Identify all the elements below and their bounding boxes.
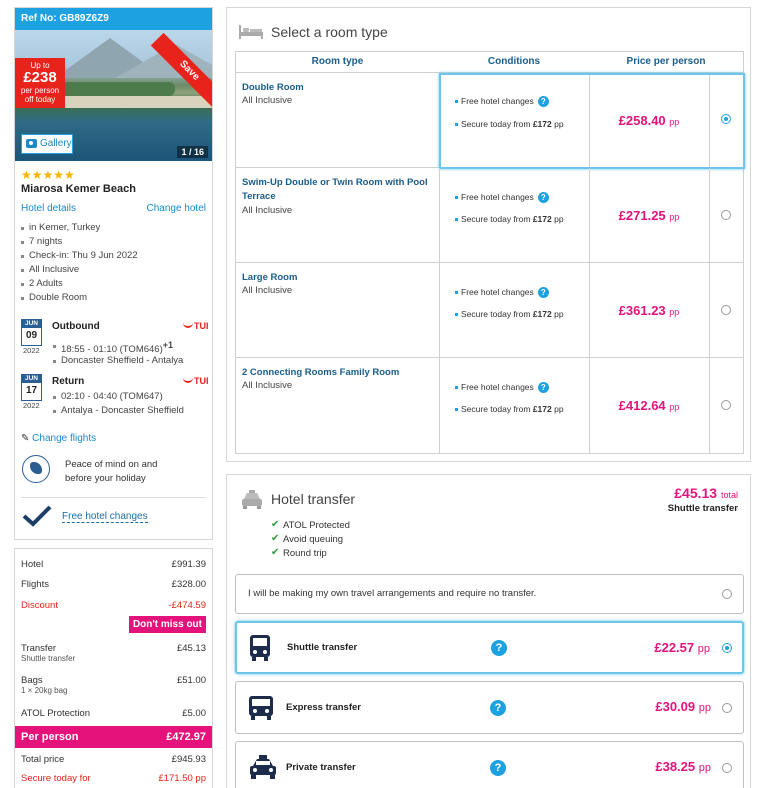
bed-icon (238, 23, 264, 41)
room-row-swim-up[interactable] (236, 168, 743, 263)
calendar-month: JUN (22, 375, 41, 383)
secure-pp: pp (554, 119, 564, 129)
condition-free-changes (455, 287, 549, 298)
transfer-option-express[interactable] (235, 681, 744, 734)
outbound-route: Doncaster Sheffield - Antalya (53, 355, 183, 366)
room-price (589, 398, 709, 413)
room-panel-title: Select a room type (271, 24, 388, 40)
booking-summary-card (14, 7, 213, 540)
transfer-price (655, 759, 711, 774)
selected-room-highlight (439, 73, 745, 169)
room-row-family[interactable] (236, 358, 743, 453)
per-person-value: £472.97 (166, 731, 206, 743)
bus-icon (249, 634, 271, 662)
transfer-option-private[interactable] (235, 741, 744, 788)
pencil-icon: ✎ (21, 433, 30, 444)
outbound-title: Outbound (52, 321, 100, 332)
promo-line1: per person (20, 86, 60, 95)
summary-row-secure (21, 773, 206, 784)
secure-pp: pp (554, 404, 564, 414)
summary-row-flights (21, 579, 206, 590)
room-radio-swim-up[interactable] (721, 210, 731, 220)
header-price: Price per person (626, 56, 706, 67)
gallery-label: Gallery (40, 138, 72, 149)
room-type-panel (226, 7, 751, 462)
summary-row-hotel (21, 559, 206, 570)
price-pp: pp (698, 702, 711, 714)
summary-sublabel: 1 × 20kg bag (21, 686, 68, 695)
room-price (589, 303, 709, 318)
room-name: 2 Connecting Rooms Family Room (242, 367, 400, 378)
promo-up-to: Up to (30, 61, 50, 70)
tui-logo (183, 376, 209, 386)
calendar-icon (21, 374, 42, 401)
summary-label: Transfer (21, 643, 57, 654)
summary-value: £5.00 (182, 708, 206, 719)
promo-line2: off today (24, 95, 56, 104)
room-radio-family[interactable] (721, 400, 731, 410)
transfer-price-value: £38.25 (655, 759, 696, 774)
list-item: in Kemer, Turkey (21, 222, 138, 236)
room-price-value: £271.25 (618, 208, 666, 223)
outbound-times-text: 18:55 - 01:10 (TOM646) (61, 344, 163, 356)
summary-row-total (21, 754, 206, 765)
gallery-button[interactable] (21, 134, 73, 154)
condition-text: Secure today from (461, 119, 531, 129)
taxi-car-icon (248, 754, 278, 782)
calendar-icon (21, 319, 42, 346)
no-transfer-text: I will be making my own travel arrangements and require no transfer. (248, 588, 537, 599)
price-pp: pp (698, 762, 711, 774)
return-title: Return (52, 376, 85, 387)
condition-free-changes (455, 192, 549, 203)
room-board: All Inclusive (242, 380, 293, 391)
change-flights-label: Change flights (32, 433, 97, 444)
transfer-total-suffix: total (720, 490, 738, 500)
summary-value: £991.39 (171, 559, 206, 570)
transfer-price (655, 699, 711, 714)
calendar-day: 09 (25, 330, 38, 341)
transfer-price-value: £30.09 (655, 699, 696, 714)
summary-row-transfer (21, 643, 206, 663)
help-icon[interactable]: ? (538, 96, 549, 107)
next-day-indicator: +1 (162, 340, 174, 350)
list-item: 2 Adults (21, 278, 138, 292)
price-pp: pp (669, 117, 680, 127)
condition-text: Free hotel changes (461, 192, 534, 202)
help-icon[interactable]: ? (538, 287, 549, 298)
peace-line2: before your holiday (65, 473, 146, 484)
secure-pp: pp (554, 309, 564, 319)
room-board: All Inclusive (242, 95, 293, 106)
feature-queuing: ✔ Avoid queuing (271, 534, 343, 545)
transfer-name: Express transfer (286, 702, 361, 713)
secure-amount: £172 (532, 404, 552, 414)
hotel-details-link[interactable]: Hotel details (21, 203, 77, 214)
room-price-value: £258.40 (618, 113, 666, 128)
outbound-times (53, 340, 173, 355)
flight-year: 2022 (23, 401, 40, 410)
minibus-icon (248, 694, 274, 722)
summary-value: £45.13 (176, 643, 206, 654)
room-row-large[interactable] (236, 263, 743, 358)
hotel-info-list (21, 222, 138, 306)
room-price-value: £412.64 (618, 398, 666, 413)
price-summary-card (14, 548, 213, 788)
help-icon[interactable]: ? (490, 760, 506, 776)
summary-label: Hotel (21, 559, 44, 570)
condition-secure (455, 214, 564, 224)
divider (709, 168, 710, 262)
room-row-double[interactable] (236, 73, 743, 168)
hotel-name: Miarosa Kemer Beach (21, 183, 136, 195)
flight-year: 2022 (23, 346, 40, 355)
transfer-total-label: Shuttle transfer (667, 503, 738, 514)
secure-pp: pp (554, 214, 564, 224)
save-ribbon: Save (151, 33, 212, 109)
promo-amount: £238 (23, 69, 57, 86)
transfer-radio-private[interactable] (722, 763, 732, 773)
divider (439, 358, 440, 453)
list-item: 7 nights (21, 236, 138, 250)
transfer-radio-express[interactable] (722, 703, 732, 713)
room-radio-large[interactable] (721, 305, 731, 315)
star-rating: ★★★★★ (21, 168, 75, 182)
room-board: All Inclusive (242, 285, 293, 296)
feature-atol: ✔ ATOL Protected (271, 520, 350, 531)
room-board: All Inclusive (242, 205, 293, 216)
list-item: Check-in: Thu 9 Jun 2022 (21, 250, 138, 264)
change-flights-link[interactable] (21, 433, 96, 444)
photo-counter: 1 / 16 (177, 146, 208, 158)
summary-row-atol (21, 708, 206, 719)
transfer-radio-none[interactable] (722, 589, 732, 599)
header-conditions: Conditions (487, 56, 541, 67)
abta-logo-icon (22, 455, 50, 483)
transfer-price-value: £22.57 (654, 640, 695, 655)
camera-icon (26, 139, 37, 148)
summary-label: Total price (21, 754, 65, 765)
summary-value: £171.50 pp (158, 773, 206, 784)
condition-text: Secure today from (461, 404, 531, 414)
list-item: All Inclusive (21, 264, 138, 278)
reference-number: Ref No: GB89Z6Z9 (15, 8, 212, 30)
secure-amount: £172 (532, 214, 552, 224)
tui-logo (183, 321, 209, 331)
transfer-name: Shuttle transfer (287, 642, 358, 653)
condition-secure (455, 309, 564, 319)
help-icon[interactable]: ? (538, 192, 549, 203)
summary-label: Bags (21, 675, 43, 686)
change-hotel-link[interactable]: Change hotel (146, 203, 206, 214)
header-room-type: Room type (311, 56, 364, 67)
peace-of-mind-text (65, 458, 195, 486)
secure-amount: £172 (532, 119, 552, 129)
price-pp: pp (697, 643, 710, 655)
condition-secure (455, 404, 564, 414)
room-price-value: £361.23 (618, 303, 666, 318)
condition-text: Free hotel changes (461, 382, 534, 392)
checkmark-icon (22, 505, 52, 527)
secure-amount: £172 (532, 309, 552, 319)
condition-text: Secure today from (461, 309, 531, 319)
condition-text: Free hotel changes (461, 287, 534, 297)
price-pp: pp (669, 402, 680, 412)
free-hotel-changes-link[interactable]: Free hotel changes (62, 511, 148, 522)
transfer-panel-title: Hotel transfer (271, 491, 356, 507)
tui-smile-icon (183, 377, 193, 383)
taxi-icon (241, 490, 263, 510)
calendar-day: 17 (25, 385, 38, 396)
summary-label: Secure today for (21, 773, 91, 784)
divider (709, 263, 710, 357)
promo-badge (15, 58, 65, 108)
feature-round-trip: ✔ Round trip (271, 548, 327, 559)
condition-text: Free hotel changes (461, 96, 534, 106)
transfer-name: Private transfer (286, 762, 356, 773)
summary-value: £945.93 (171, 754, 206, 765)
room-table (235, 51, 744, 454)
divider (21, 497, 206, 498)
price-pp: pp (669, 212, 680, 222)
return-times: 02:10 - 04:40 (TOM647) (53, 391, 163, 402)
airline-name: TUI (194, 376, 209, 386)
divider (439, 263, 440, 357)
summary-sublabel: Shuttle transfer (21, 654, 76, 663)
return-route: Antalya - Doncaster Sheffield (53, 405, 184, 416)
room-name: Double Room (242, 82, 304, 93)
transfer-option-none[interactable] (235, 574, 744, 614)
transfer-total (668, 485, 738, 514)
peace-line1: Peace of mind on and (65, 459, 158, 470)
per-person-total (15, 726, 212, 748)
summary-value: £328.00 (171, 579, 206, 590)
help-icon[interactable]: ? (490, 700, 506, 716)
transfer-total-amount: £45.13 (674, 485, 718, 501)
room-name: Swim-Up Double or Twin Room with Pool Terrace (242, 177, 428, 202)
divider (709, 358, 710, 453)
summary-label: Flights (21, 579, 49, 590)
airline-name: TUI (194, 321, 209, 331)
summary-label: Discount (21, 600, 58, 611)
help-icon[interactable]: ? (538, 382, 549, 393)
price-pp: pp (669, 307, 680, 317)
per-person-label: Per person (21, 731, 79, 743)
transfer-price (654, 640, 710, 655)
hotel-transfer-panel (226, 474, 751, 788)
summary-row-bags (21, 675, 206, 695)
room-price (589, 208, 709, 223)
summary-row-discount (21, 600, 206, 611)
dont-miss-out-badge: Don't miss out (129, 616, 206, 633)
list-item: Double Room (21, 292, 138, 306)
summary-value: £51.00 (176, 675, 206, 686)
divider (439, 168, 440, 262)
transfer-radio-shuttle[interactable] (722, 643, 732, 653)
room-name: Large Room (242, 272, 298, 283)
condition-text: Secure today from (461, 214, 531, 224)
calendar-month: JUN (22, 320, 41, 328)
summary-label: ATOL Protection (21, 708, 90, 719)
summary-value: -£474.59 (168, 600, 206, 611)
transfer-option-shuttle[interactable] (235, 621, 744, 674)
tui-smile-icon (183, 322, 193, 328)
help-icon[interactable]: ? (491, 640, 507, 656)
condition-free-changes (455, 382, 549, 393)
